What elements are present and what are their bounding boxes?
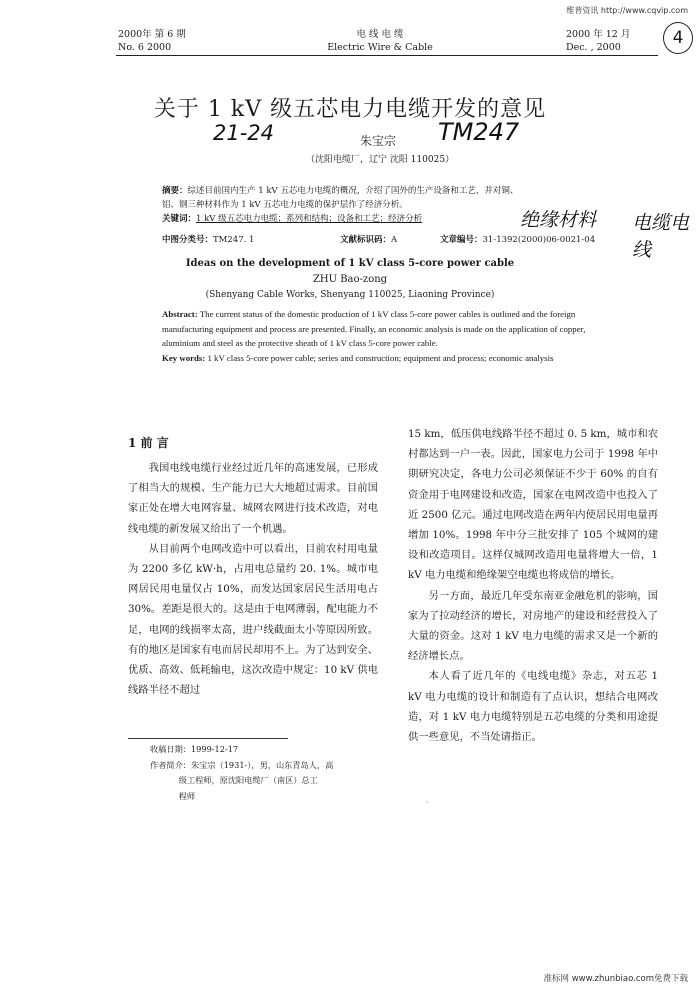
article-number (440, 233, 595, 245)
author-name: 朱宝宗 (360, 134, 397, 148)
keywords-zh: 1 kV 级五芯电力电缆；系列和结构；设备和工艺；经济分析 (196, 214, 423, 224)
doc-value: A (391, 235, 398, 245)
keywords-zh-label: 关键词： (162, 214, 197, 224)
handwritten-page-range: 21-24 (213, 121, 275, 145)
handwritten-class-code: TM247 (438, 118, 520, 146)
doc-label: 文献标识码： (340, 235, 392, 245)
received-date: 收稿日期：1999-12-17 (150, 744, 239, 754)
journal-name-zh: 电 线 电 缆 (356, 29, 404, 40)
author-affiliation: （沈阳电缆厂，辽宁 沈阳 110025） (306, 155, 455, 165)
body-paragraph: 本人看了近几年的《电线电缆》杂志，对五芯 1 kV 电力电缆的设计和制造有了点认识，想结合电网改造，对 1 kV 电力电缆特别是五芯电缆的分类和用途提供一些意见，不当处请指正。 (408, 670, 658, 744)
abstract-zh-text2: 铝、钢三种材料作为 1 kV 五芯电力电缆的保护层作了经济分析。 (162, 200, 408, 210)
body-paragraph: 从目前两个电网改造中可以看出，目前农村用电量为 2200 多亿 kW·h，占用电总量约 20. 1%。城市电网居民用电量仅占 10%，而发达国家居民生活用电占 30%。差距是很大的。这是由于电网薄弱，配电能力不足，电网的线损率太高，进户线截面太小等原因所致。有的地区是国家有电而居民却用不上。为了达到安全、优质、高效、低耗输电，这次改造中规定：10 kV 供电线路半径不超过 (128, 542, 378, 697)
paper-title: 关于 1 kV 级五芯电力电缆开发的意见 (153, 97, 547, 122)
author-bio-3: 程师 (178, 790, 196, 801)
author-bio-1: 作者简介：朱宝宗（1931-），男，山东青岛人，高 (150, 759, 334, 770)
keywords-en-label: Key words: (162, 352, 206, 363)
date-en: Dec. , 2000 (566, 42, 621, 53)
journal-issue (118, 28, 186, 54)
body-column-left (128, 458, 378, 700)
body-paragraph: 15 km，低压供电线路半径不超过 0. 5 km，城市和农村都达到一户一表。因此，国家电力公司于 1998 年中期研究决定，各电力公司必须保证不少于 60% 的自有资金用于电网建设和改造，国家在电网改造中也投入了近 2500 亿元。通过电网改造在两年内使居民用电量再增加 10%。1998 年中分三批安排了 105 个城网的建设和改造项目。这样仅城网改造用电量将增大一倍，1 kV 电力电缆和绝缘架空电缆也将成倍的增长。 (408, 428, 658, 582)
author-bio-2: 级工程师，原沈阳电缆厂（南区）总工 (178, 775, 318, 785)
date-zh: 2000 年 12 月 (566, 29, 631, 40)
english-affiliation: (Shenyang Cable Works, Shenyang 110025, Liaoning Province) (205, 290, 495, 300)
body-paragraph: 我国电线电缆行业经过近几年的高速发展，已形成了相当大的规模、生产能力已大大地超过需求。目前国家正处在增大电网容量、城网农网进行技术改造，对电线电缆的新发展又给出了一个机遇。 (128, 462, 378, 535)
journal-name-en: Electric Wire & Cable (327, 42, 433, 53)
watermark-top: 维普资讯 http://www.cqvip.com (566, 6, 688, 15)
issue-zh: 2000年 第 6 期 (118, 29, 186, 40)
handwritten-margin-note-1: 绝缘材料 (520, 209, 597, 231)
journal-date (566, 28, 630, 54)
footnote (150, 742, 378, 804)
watermark-bottom: 准标网 www.zhunbiao.com免费下载 (543, 974, 688, 984)
doc-code (340, 233, 397, 245)
body-column-right (408, 424, 658, 747)
clc-value: TM247. 1 (213, 235, 255, 245)
abstract-en (162, 307, 620, 365)
abstract-en-text: The current status of the domestic production of 1 kV class 5-core power cables is outlined and the foreign manufacturing equipment and process are presented. Finally, an economic analysis is made on the application of copper, aluminium and steel as the protective sheath of 1 kV class 5-core power cable. (162, 309, 586, 349)
body-paragraph: 另一方面，最近几年受东南亚金融危机的影响，国家为了拉动经济的增长，对房地产的建设和经营投入了大量的资金。这对 1 kV 电力电缆的需求又是一个新的经济增长点。 (408, 589, 658, 663)
issue-en: No. 6 2000 (118, 42, 172, 53)
clc-number (162, 233, 254, 245)
article-value: 31-1392(2000)06-0021-04 (482, 235, 596, 245)
abstract-en-label: Abstract: (162, 309, 198, 319)
clc-label: 中图分类号： (162, 235, 214, 245)
section-heading: 1 前 言 (128, 436, 169, 450)
article-label: 文章编号： (440, 235, 483, 245)
journal-name (300, 28, 460, 54)
stray-mark: · (426, 798, 429, 807)
english-title: Ideas on the development of 1 kV class 5-core power cable (185, 258, 515, 269)
keywords-en: 1 kV class 5-core power cable; series and construction; equipment and process; economic analysis (207, 352, 554, 363)
abstract-zh-text1: 综述目前国内生产 1 kV 五芯电力电缆的概况，介绍了国外的生产设备和工艺，并对铜、 (187, 186, 519, 196)
handwritten-margin-note-2: 电缆电线 (632, 212, 690, 261)
abstract-zh-label: 摘要： (162, 186, 188, 196)
english-author: ZHU Bao-zong (312, 274, 388, 285)
circled-page-mark: 4 (663, 22, 693, 54)
footnote-rule (128, 738, 288, 739)
header-rule (116, 55, 658, 56)
